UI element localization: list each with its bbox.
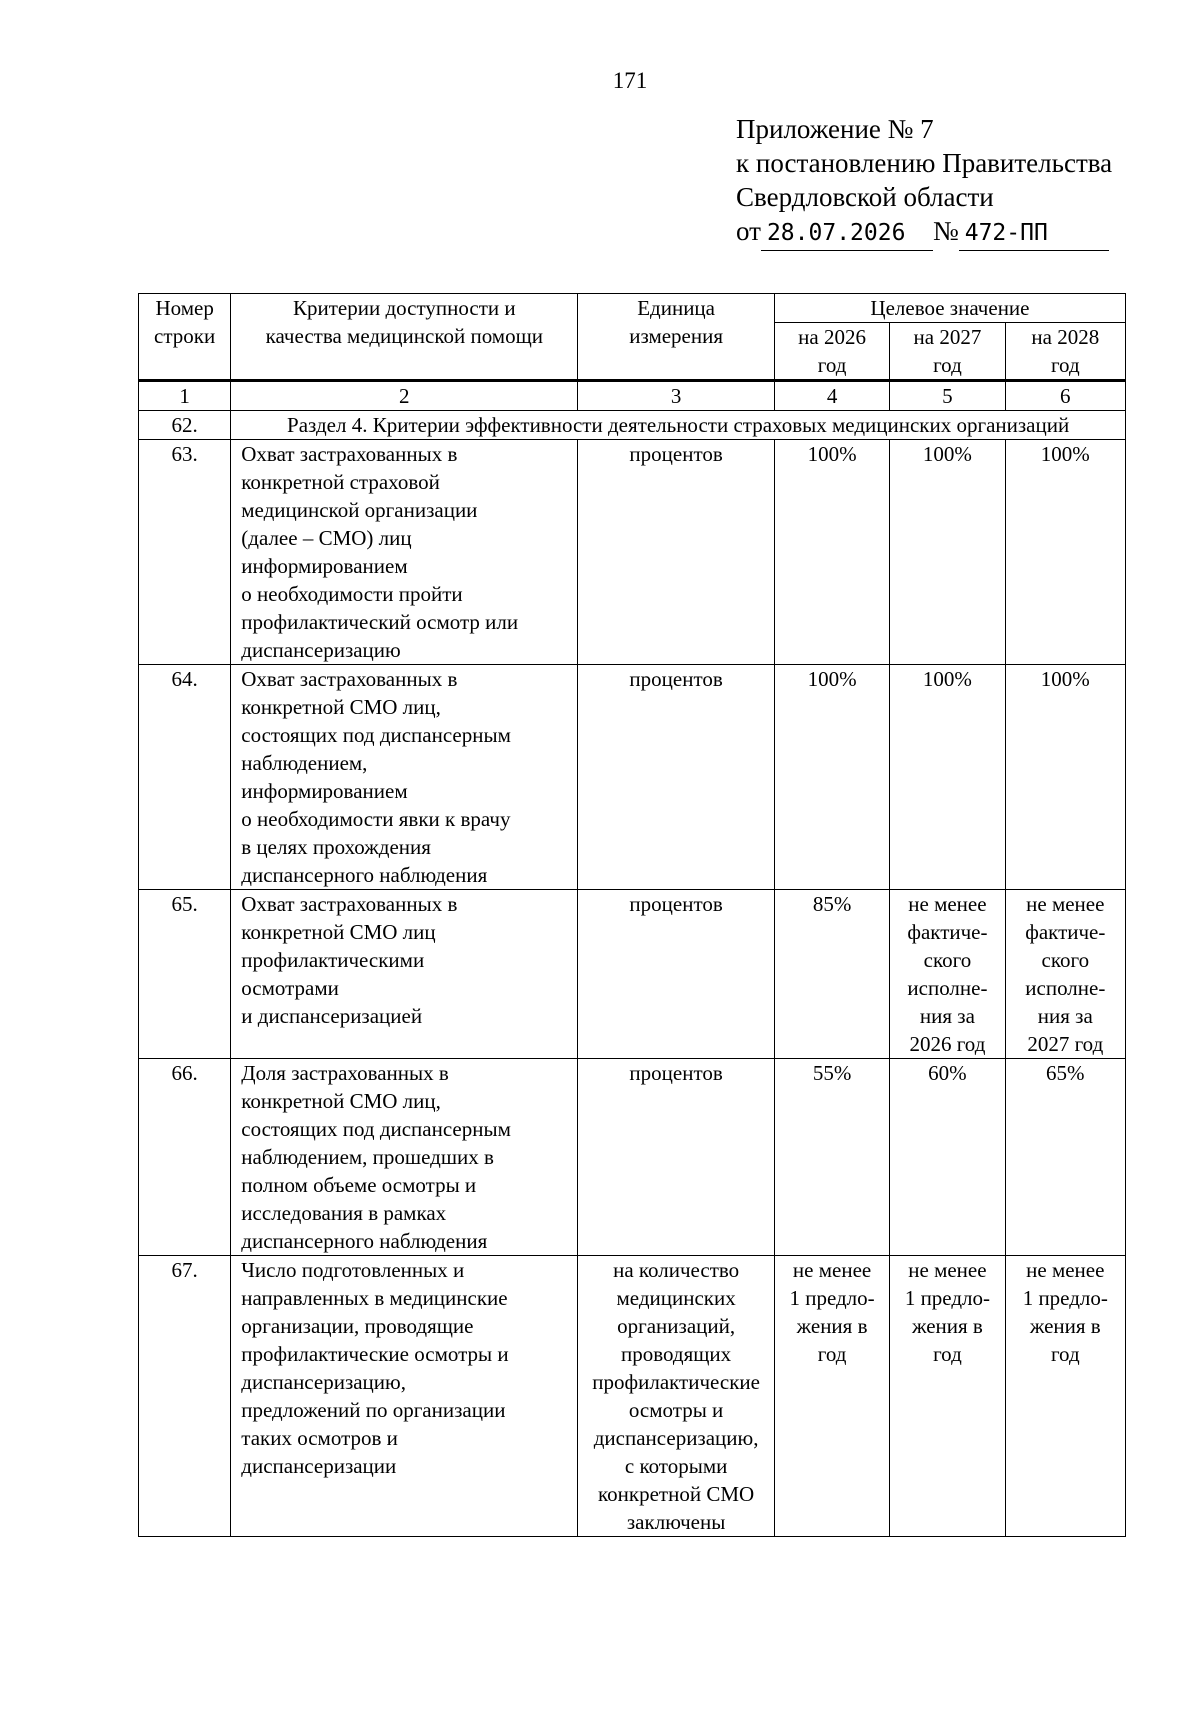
value-2028: не менее 1 предло- жения в год (1005, 1256, 1125, 1537)
unit-text: процентов (578, 665, 775, 890)
criterion-text: Число подготовленных и направленных в медицинские организации, проводящие профилактические осмотры и диспансеризацию, предложений по организации таких осмотров и диспансеризации (231, 1256, 578, 1537)
column-number: 2 (231, 381, 578, 411)
table-row (139, 1059, 1126, 1256)
column-number: 3 (578, 381, 775, 411)
criterion-text: Охват застрахованных в конкретной страховой медицинской организации (далее – СМО) лиц информированием о необходимости пройти профилактический осмотр или диспансеризацию (231, 440, 578, 665)
column-number: 5 (890, 381, 1005, 411)
header-year-2026: на 2026 год (774, 323, 889, 381)
header-year-2028: на 2028 год (1005, 323, 1125, 381)
value-2027: 100% (890, 665, 1005, 890)
table-row (139, 1256, 1126, 1537)
unit-text: на количество медицинских организаций, проводящих профилактические осмотры и диспансеризацию, с которыми конкретной СМО заключены (578, 1256, 775, 1537)
date-prefix: от (736, 216, 761, 246)
column-number: 1 (139, 381, 231, 411)
page-number: 171 (612, 68, 648, 93)
value-2026: 85% (774, 890, 889, 1059)
value-2027: 100% (890, 440, 1005, 665)
decree-number: 472-ПП (959, 216, 1109, 251)
unit-text: процентов (578, 1059, 775, 1256)
value-2027: 60% (890, 1059, 1005, 1256)
appendix-title: Приложение № 7 (736, 114, 934, 144)
section-title: Раздел 4. Критерии эффективности деятельности страховых медицинских организаций (231, 411, 1126, 440)
appendix-header (736, 112, 1112, 251)
column-number: 4 (774, 381, 889, 411)
header-criteria: Критерии доступности и качества медицинской помощи (231, 294, 578, 381)
table-row (139, 440, 1126, 665)
value-2026: 55% (774, 1059, 889, 1256)
row-number: 65. (139, 890, 231, 1059)
criteria-table (138, 293, 1126, 1537)
unit-text: процентов (578, 890, 775, 1059)
row-number: 66. (139, 1059, 231, 1256)
value-2028: 65% (1005, 1059, 1125, 1256)
row-number: 62. (139, 411, 231, 440)
column-numbers-row (139, 381, 1126, 411)
header-row-number: Номер строки (139, 294, 231, 381)
table-row (139, 890, 1126, 1059)
number-prefix: № (932, 216, 959, 246)
header-unit: Единица измерения (578, 294, 775, 381)
appendix-region: Свердловской области (736, 182, 994, 212)
row-number: 64. (139, 665, 231, 890)
decree-date-number-line (736, 214, 1112, 251)
value-2027: не менее 1 предло- жения в год (890, 1256, 1005, 1537)
decree-date: 28.07.2026 (761, 216, 933, 251)
unit-text: процентов (578, 440, 775, 665)
column-number: 6 (1005, 381, 1125, 411)
appendix-decree-ref: к постановлению Правительства (736, 148, 1113, 178)
criterion-text: Охват застрахованных в конкретной СМО лиц профилактическими осмотрами и диспансеризацией (231, 890, 578, 1059)
value-2028: 100% (1005, 440, 1125, 665)
table-row (139, 665, 1126, 890)
header-target-value: Целевое значение (774, 294, 1125, 323)
row-number: 63. (139, 440, 231, 665)
value-2028: не менее фактиче- ского исполне- ния за 2027 год (1005, 890, 1125, 1059)
criterion-text: Охват застрахованных в конкретной СМО лиц, состоящих под диспансерным наблюдением, информированием о необходимости явки к врачу в целях прохождения диспансерного наблюдения (231, 665, 578, 890)
value-2026: 100% (774, 665, 889, 890)
value-2026: не менее 1 предло- жения в год (774, 1256, 889, 1537)
criterion-text: Доля застрахованных в конкретной СМО лиц, состоящих под диспансерным наблюдением, прошедших в полном объеме осмотры и исследования в рамках диспансерного наблюдения (231, 1059, 578, 1256)
row-number: 67. (139, 1256, 231, 1537)
value-2026: 100% (774, 440, 889, 665)
value-2027: не менее фактиче- ского исполне- ния за 2026 год (890, 890, 1005, 1059)
value-2028: 100% (1005, 665, 1125, 890)
section-row (139, 411, 1126, 440)
header-year-2027: на 2027 год (890, 323, 1005, 381)
table-header-row (139, 294, 1126, 323)
